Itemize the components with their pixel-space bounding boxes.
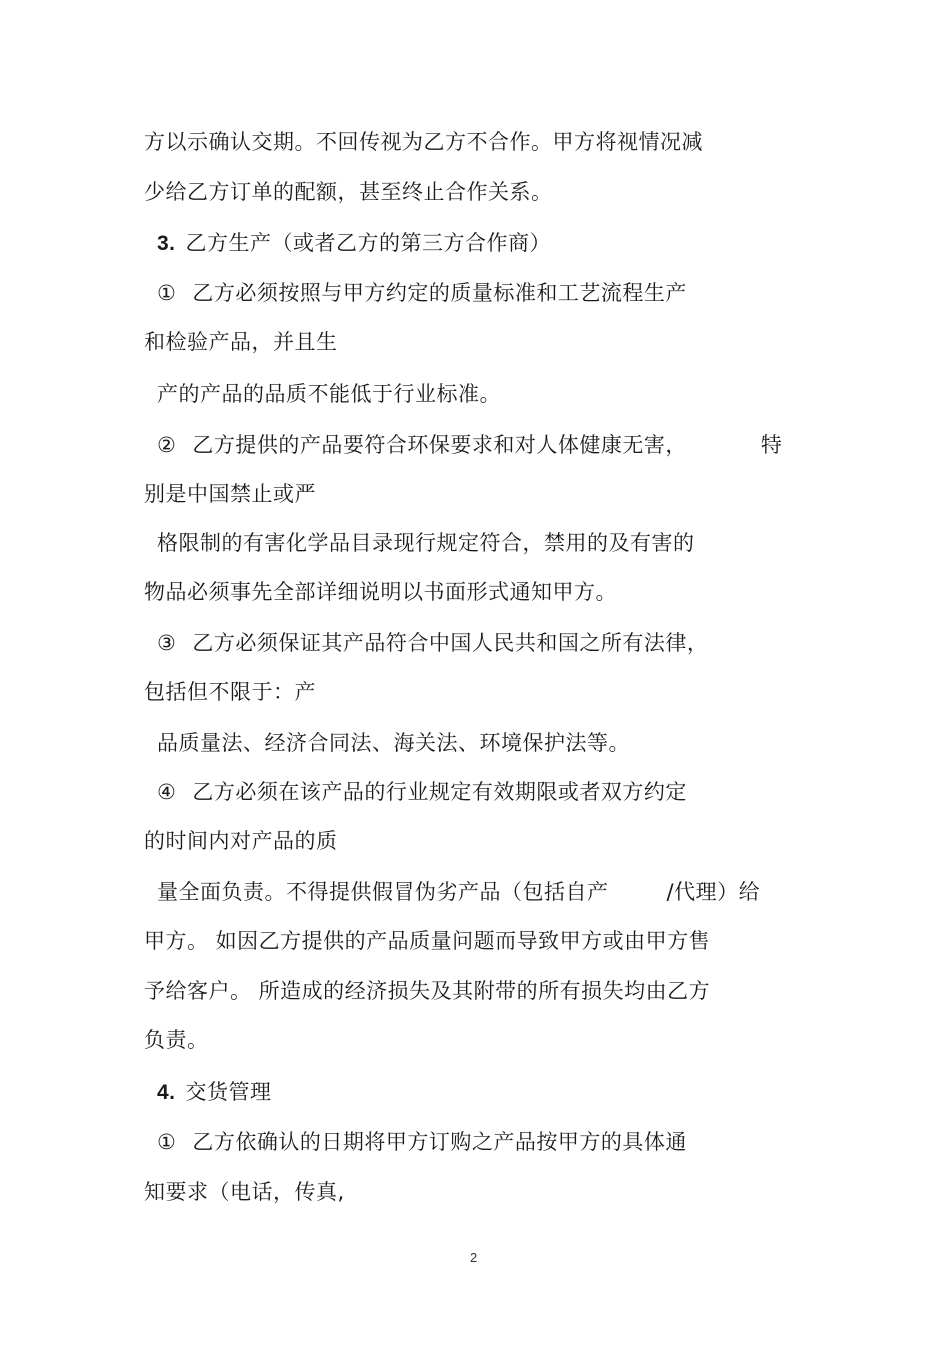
text-line: 甲方。 如因乙方提供的产品质量问题而导致甲方或由甲方售 [144,929,711,953]
item-text-tail: 特 [760,433,783,457]
section-number: 4. [157,1081,176,1104]
item-marker: ① [157,281,177,305]
item-text: 乙方必须在该产品的行业规定有效期限或者双方约定 [192,780,687,804]
text-segment: /代理）给 [666,880,761,904]
text-line: 产的产品的品质不能低于行业标准。 [157,382,501,406]
item-marker: ① [157,1130,177,1154]
item-marker: ③ [157,631,177,655]
list-item [157,431,782,459]
list-item [157,778,687,806]
item-text: 乙方必须保证其产品符合中国人民共和国之所有法律， [192,631,709,655]
item-marker: ④ [157,780,177,804]
item-text: 乙方提供的产品要符合环保要求和对人体健康无害， [192,433,687,457]
section-title: 乙方生产（或者乙方的第三方合作商） [185,231,552,255]
text-segment: 量全面负责。不得提供假冒伪劣产品（包括自产 [157,880,609,904]
page-number: 2 [470,1250,478,1265]
text-line: 品质量法、经济合同法、海关法、环境保护法等。 [157,731,630,755]
text-line: 予给客户。 所造成的经济损失及其附带的所有损失均由乙方 [144,979,711,1003]
section-title: 交货管理 [185,1080,272,1104]
text-line: 别是中国禁止或严 [144,482,316,506]
text-line: 包括但不限于：产 [144,680,316,704]
item-text: 乙方依确认的日期将甲方订购之产品按甲方的具体通 [192,1130,687,1154]
section-number: 3. [157,232,176,255]
text-line: 的时间内对产品的质 [144,829,338,853]
section-heading [157,229,551,258]
list-item [157,629,708,657]
text-line: 格限制的有害化学品目录现行规定符合，禁用的及有害的 [157,531,695,555]
text-line: 物品必须事先全部详细说明以书面形式通知甲方。 [144,580,617,604]
item-text: 乙方必须按照与甲方约定的质量标准和工艺流程生产 [192,281,687,305]
text-line: 负责。 [144,1028,209,1052]
text-line: 知要求（电话，传真, [144,1180,345,1204]
list-item [157,1128,687,1156]
text-line: 方以示确认交期。不回传视为乙方不合作。甲方将视情况减 [144,130,703,154]
list-item [157,279,687,307]
item-marker: ② [157,433,177,457]
section-heading [157,1078,272,1107]
text-line [157,878,760,906]
text-line: 和检验产品，并且生 [144,330,338,354]
text-line: 少给乙方订单的配额，甚至终止合作关系。 [144,180,553,204]
